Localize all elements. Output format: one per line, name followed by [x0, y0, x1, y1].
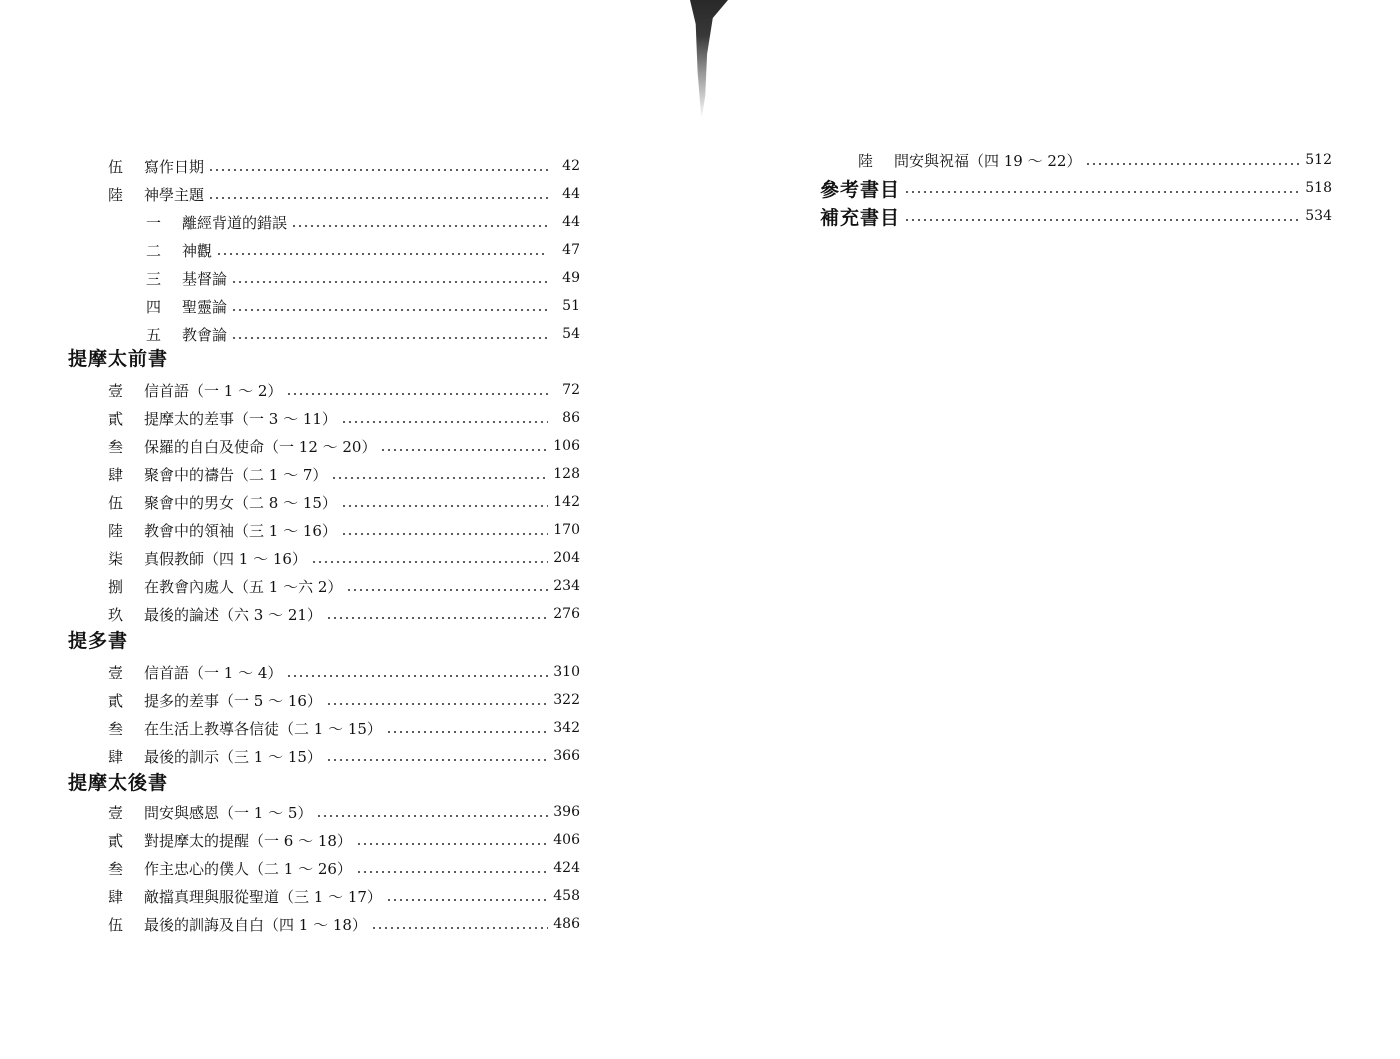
entry-title: 神學主題	[144, 185, 205, 204]
entry-number: 叁	[108, 859, 124, 878]
entry-title: 問安與祝福（四 19 ～ 22）	[894, 151, 1082, 170]
entry-title: 教會論	[182, 325, 228, 344]
entry-page-number: 534	[1305, 208, 1332, 224]
toc-entry[interactable]	[108, 856, 580, 880]
entry-page-number: 366	[553, 748, 580, 764]
entry-title: 作主忠心的僕人（二 1 ～ 26）	[144, 859, 352, 878]
entry-number: 伍	[108, 915, 124, 934]
dot-leader	[291, 225, 548, 227]
dot-leader	[346, 589, 548, 591]
dot-leader	[286, 393, 548, 395]
dot-leader	[380, 449, 548, 451]
right-page	[700, 0, 1400, 1059]
toc-entry[interactable]	[108, 546, 580, 570]
dot-leader	[904, 219, 1300, 221]
toc-subentry[interactable]	[146, 322, 580, 346]
entry-number: 陸	[108, 521, 124, 540]
entry-title: 在教會內處人（五 1 ～六 2）	[144, 577, 343, 596]
entry-number: 陸	[858, 151, 874, 170]
entry-number: 壹	[108, 663, 124, 682]
entry-number: 一	[146, 213, 162, 232]
toc-entry-supplementary-bibliography[interactable]	[820, 204, 1332, 228]
entry-title: 在生活上教導各信徒（二 1 ～ 15）	[144, 719, 382, 738]
entry-title: 教會中的領袖（三 1 ～ 16）	[144, 521, 337, 540]
entry-title: 最後的訓示（三 1 ～ 15）	[144, 747, 322, 766]
entry-number: 肆	[108, 887, 124, 906]
entry-page-number: 458	[553, 888, 580, 904]
entry-number: 伍	[108, 157, 124, 176]
entry-page-number: 128	[553, 466, 580, 482]
entry-page-number: 342	[553, 720, 580, 736]
entry-page-number: 518	[1305, 180, 1332, 196]
entry-title: 信首語（一 1 ～ 2）	[144, 381, 283, 400]
toc-entry[interactable]	[108, 462, 580, 486]
dot-leader	[208, 169, 548, 171]
dot-leader	[286, 675, 548, 677]
dot-leader	[1085, 163, 1300, 165]
entry-number: 貳	[108, 831, 124, 850]
dot-leader	[216, 253, 548, 255]
dot-leader	[371, 927, 548, 929]
section-heading-2-timothy[interactable]: 提摩太後書	[68, 772, 169, 794]
dot-leader	[326, 759, 548, 761]
dot-leader	[231, 309, 548, 311]
entry-number: 捌	[108, 577, 124, 596]
entry-page-number: 72	[562, 382, 580, 398]
toc-entry[interactable]	[108, 518, 580, 542]
toc-entry[interactable]	[108, 884, 580, 908]
entry-page-number: 276	[553, 606, 580, 622]
entry-title: 問安與感恩（一 1 ～ 5）	[144, 803, 313, 822]
toc-entry[interactable]	[108, 406, 580, 430]
toc-entry[interactable]	[108, 602, 580, 626]
entry-title: 敵擋真理與服從聖道（三 1 ～ 17）	[144, 887, 382, 906]
toc-entry-bibliography[interactable]	[820, 176, 1332, 200]
entry-page-number: 204	[553, 550, 580, 566]
dot-leader	[231, 281, 548, 283]
toc-subentry[interactable]	[146, 238, 580, 262]
entry-title: 最後的論述（六 3 ～ 21）	[144, 605, 322, 624]
entry-number: 肆	[108, 465, 124, 484]
dot-leader	[904, 191, 1300, 193]
entry-page-number: 234	[553, 578, 580, 594]
entry-number: 陸	[108, 185, 124, 204]
entry-page-number: 406	[553, 832, 580, 848]
entry-title: 基督論	[182, 269, 228, 288]
toc-entry[interactable]	[858, 148, 1332, 172]
entry-title: 提摩太的差事（一 3 ～ 11）	[144, 409, 337, 428]
dot-leader	[326, 617, 548, 619]
entry-number: 叁	[108, 437, 124, 456]
dot-leader	[356, 871, 548, 873]
dot-leader	[386, 899, 548, 901]
entry-title: 補充書目	[820, 206, 901, 229]
entry-title: 聚會中的男女（二 8 ～ 15）	[144, 493, 337, 512]
entry-title: 對提摩太的提醒（一 6 ～ 18）	[144, 831, 352, 850]
dot-leader	[341, 533, 548, 535]
entry-page-number: 42	[562, 158, 580, 174]
toc-entry[interactable]	[108, 744, 580, 768]
entry-title: 寫作日期	[144, 157, 205, 176]
entry-title: 參考書目	[820, 178, 901, 201]
toc-entry[interactable]	[108, 434, 580, 458]
dot-leader	[341, 505, 548, 507]
entry-page-number: 44	[562, 214, 580, 230]
entry-page-number: 142	[553, 494, 580, 510]
entry-page-number: 322	[553, 692, 580, 708]
entry-page-number: 49	[562, 270, 580, 286]
entry-page-number: 106	[553, 438, 580, 454]
entry-title: 聚會中的禱告（二 1 ～ 7）	[144, 465, 328, 484]
entry-number: 壹	[108, 803, 124, 822]
entry-number: 壹	[108, 381, 124, 400]
toc-entry[interactable]	[108, 490, 580, 514]
entry-page-number: 86	[562, 410, 580, 426]
dot-leader	[208, 197, 548, 199]
entry-number: 玖	[108, 605, 124, 624]
entry-number: 伍	[108, 493, 124, 512]
entry-number: 五	[146, 325, 162, 344]
toc-entry[interactable]	[108, 154, 580, 178]
entry-title: 最後的訓誨及自白（四 1 ～ 18）	[144, 915, 367, 934]
dot-leader	[356, 843, 548, 845]
dot-leader	[316, 815, 548, 817]
entry-number: 肆	[108, 747, 124, 766]
entry-title: 保羅的自白及使命（一 12 ～ 20）	[144, 437, 377, 456]
toc-entry[interactable]	[108, 800, 580, 824]
dot-leader	[331, 477, 548, 479]
entry-page-number: 170	[553, 522, 580, 538]
toc-entry[interactable]	[108, 716, 580, 740]
toc-subentry[interactable]	[146, 294, 580, 318]
dot-leader	[386, 731, 548, 733]
toc-subentry[interactable]	[146, 266, 580, 290]
entry-number: 四	[146, 297, 162, 316]
entry-page-number: 54	[562, 326, 580, 342]
entry-title: 神觀	[182, 241, 213, 260]
entry-page-number: 512	[1305, 152, 1332, 168]
dot-leader	[231, 337, 548, 339]
toc-subentry[interactable]	[146, 210, 580, 234]
dot-leader	[326, 703, 548, 705]
entry-title: 信首語（一 1 ～ 4）	[144, 663, 283, 682]
entry-number: 柒	[108, 549, 124, 568]
toc-entry[interactable]	[108, 688, 580, 712]
toc-entry[interactable]	[108, 828, 580, 852]
entry-page-number: 396	[553, 804, 580, 820]
entry-title: 聖靈論	[182, 297, 228, 316]
toc-entry[interactable]	[108, 574, 580, 598]
entry-page-number: 310	[553, 664, 580, 680]
entry-page-number: 486	[553, 916, 580, 932]
dot-leader	[311, 561, 548, 563]
entry-page-number: 424	[553, 860, 580, 876]
entry-number: 貳	[108, 409, 124, 428]
toc-entry[interactable]	[108, 182, 580, 206]
entry-number: 叁	[108, 719, 124, 738]
toc-entry[interactable]	[108, 912, 580, 936]
entry-number: 二	[146, 241, 162, 260]
dot-leader	[341, 421, 548, 423]
entry-number: 三	[146, 269, 162, 288]
section-heading-titus[interactable]: 提多書	[68, 630, 129, 652]
entry-title: 提多的差事（一 5 ～ 16）	[144, 691, 322, 710]
entry-title: 真假教師（四 1 ～ 16）	[144, 549, 307, 568]
entry-title: 離經背道的錯誤	[182, 213, 288, 232]
entry-page-number: 51	[562, 298, 580, 314]
section-heading-1-timothy[interactable]: 提摩太前書	[68, 348, 169, 370]
entry-page-number: 47	[562, 242, 580, 258]
entry-page-number: 44	[562, 186, 580, 202]
toc-entry[interactable]	[108, 660, 580, 684]
entry-number: 貳	[108, 691, 124, 710]
toc-entry[interactable]	[108, 378, 580, 402]
